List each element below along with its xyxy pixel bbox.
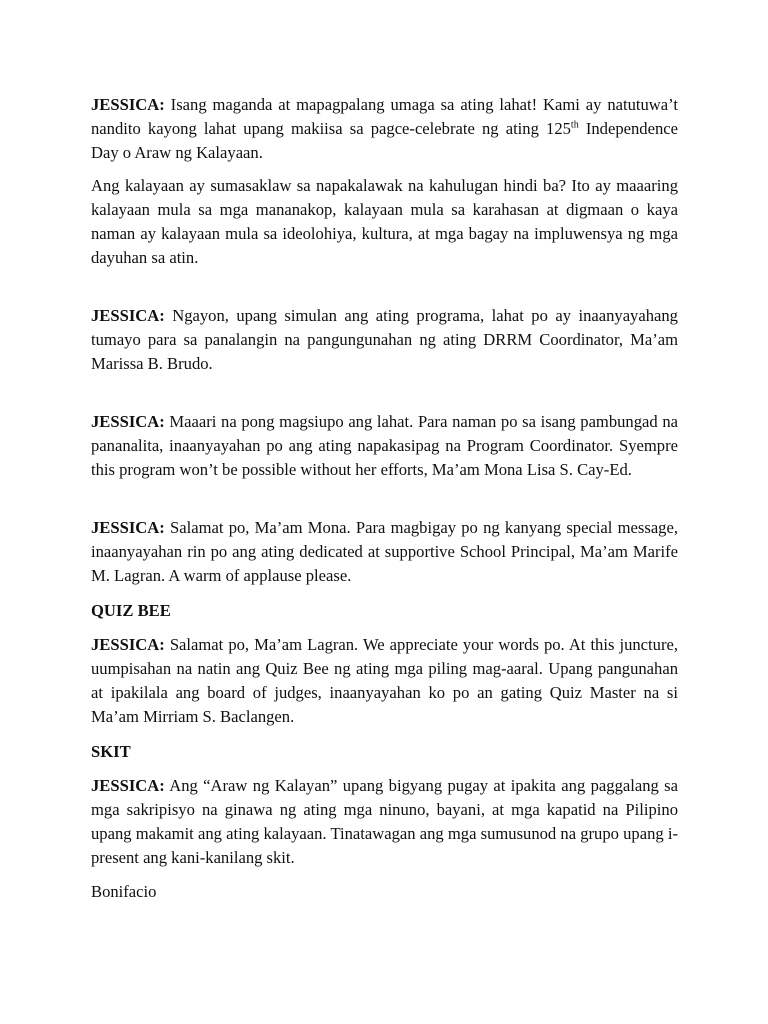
speaker-label: JESSICA: — [91, 776, 165, 795]
speaker-label: JESSICA: — [91, 635, 165, 654]
speaker-label: JESSICA: — [91, 95, 165, 114]
paragraph-kalayaan-meaning — [91, 174, 678, 270]
paragraph-text-continued: Independence Day o Araw ng Kalayaan. — [91, 119, 678, 162]
speaker-label: JESSICA: — [91, 518, 165, 537]
paragraph-prayer — [91, 304, 678, 376]
script-document — [91, 93, 678, 904]
paragraph-text: Salamat po, Ma’am Lagran. We appreciate your words po. At this juncture, uumpisahan na natin ang Quiz Bee ng ating mga piling mag-aaral. Upang pangunahan at ipakilala ang board of judges, inaanyayahan ko po an gating Quiz Master na si Ma’am Mirriam S. Baclangen. — [91, 635, 678, 726]
section-heading-quiz-bee: QUIZ BEE — [91, 601, 171, 620]
paragraph-quiz-bee — [91, 633, 678, 729]
paragraph-text: Maaari na pong magsiupo ang lahat. Para naman po sa isang pambungad na pananalita, inaanyayahan po ang ating napakasipag na Program Coordinator. Syempre this program won’t be possible without her efforts, Ma’am Mona Lisa S. Cay-Ed. — [91, 412, 678, 479]
paragraph-text: Ngayon, upang simulan ang ating programa, lahat po ay inaanyayahang tumayo para sa panalangin na pangungunahan ng ating DRRM Coordinator, Ma’am Marissa B. Brudo. — [91, 306, 678, 373]
paragraph-text: Salamat po, Ma’am Mona. Para magbigay po ng kanyang special message, inaanyayahan rin po ang ating dedicated at supportive School Principal, Ma’am Marife M. Lagran. A warm of applause please. — [91, 518, 678, 585]
paragraph-skit — [91, 774, 678, 870]
ordinal-superscript: th — [570, 119, 579, 131]
paragraph-opening-greeting — [91, 93, 678, 165]
group-name-bonifacio: Bonifacio — [91, 882, 157, 901]
speaker-label: JESSICA: — [91, 306, 165, 325]
paragraph-opening-remarks — [91, 410, 678, 482]
speaker-label: JESSICA: — [91, 412, 165, 431]
paragraph-text: Ang kalayaan ay sumasaklaw sa napakalawak na kahulugan hindi ba? Ito ay maaaring kalayaan mula sa mga mananakop, kalayaan mula sa karahasan at digmaan o kaya naman ay kalayaan mula sa ideolohiya, kultura, at mga bagay na impluwensya ng mga dayuhan sa atin. — [91, 176, 678, 267]
section-heading-skit: SKIT — [91, 742, 131, 761]
paragraph-special-message — [91, 516, 678, 588]
paragraph-text: Ang “Araw ng Kalayan” upang bigyang pugay at ipakita ang paggalang sa mga sakripisyo na ginawa ng ating mga ninuno, bayani, at mga kapatid na Pilipino upang makamit ang ating kalayaan. Tinatawagan ang mga sumusunod na grupo upang i-present ang kani-kanilang skit. — [91, 776, 678, 867]
paragraph-text: Isang maganda at mapagpalang umaga sa ating lahat! Kami ay natutuwa’t nandito kayong lahat upang makiisa sa pagce-celebrate ng ating 125 — [91, 95, 678, 138]
